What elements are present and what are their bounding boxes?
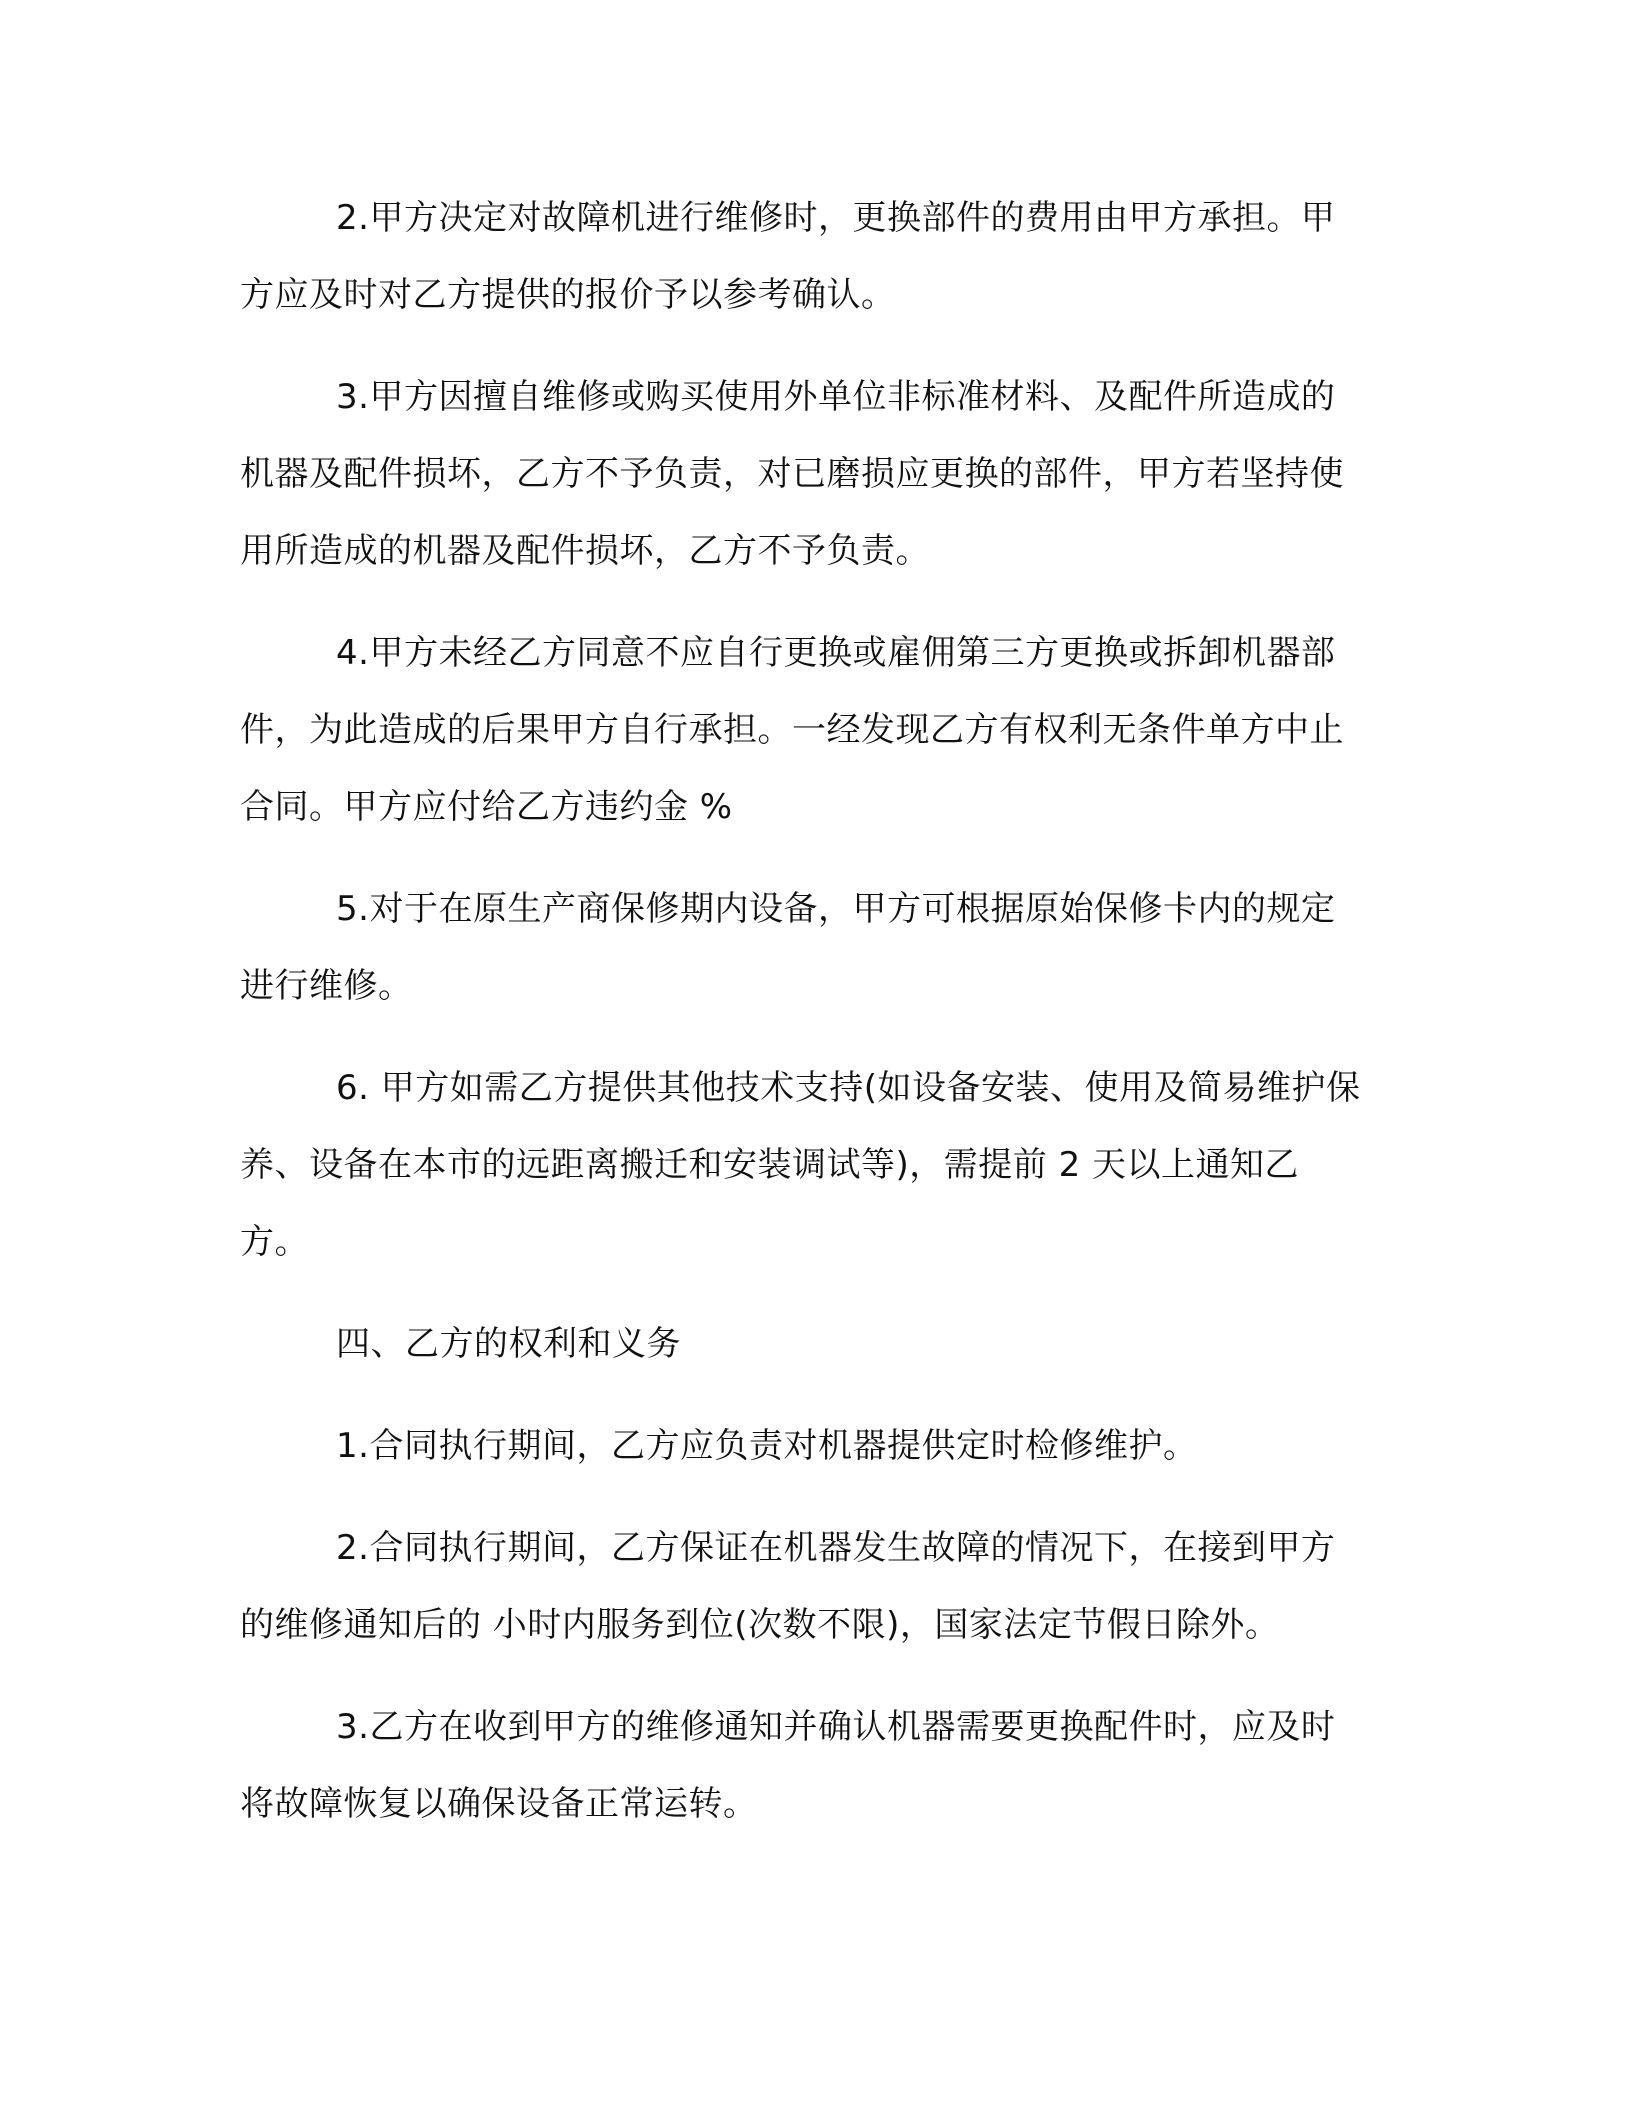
paragraph-yi-2: 2.合同执行期间，乙方保证在机器发生故障的情况下，在接到甲方的维修通知后的 小时内服务到位(次数不限)，国家法定节假日除外。 — [240, 1528, 1336, 1645]
paragraph-jia-3: 3.甲方因擅自维修或购买使用外单位非标准材料、及配件所造成的机器及配件损坏，乙方不予负责，对已磨损应更换的部件，甲方若坚持使用所造成的机器及配件损坏，乙方不予负责。 — [240, 377, 1344, 571]
paragraph-jia-2: 2.甲方决定对故障机进行维修时，更换部件的费用由甲方承担。甲方应及时对乙方提供的报价予以参考确认。 — [240, 198, 1336, 315]
paragraph-jia-6: 6. 甲方如需乙方提供其他技术支持(如设备安装、使用及简易维护保养、设备在本市的远距离搬迁和安装调试等)，需提前 2 天以上通知乙方。 — [240, 1068, 1361, 1262]
section-heading-yi-rights: 四、乙方的权利和义务 — [336, 1324, 681, 1364]
paragraph-yi-3: 3.乙方在收到甲方的维修通知并确认机器需要更换配件时，应及时将故障恢复以确保设备正常运转。 — [240, 1707, 1336, 1824]
paragraph-yi-1: 1.合同执行期间，乙方应负责对机器提供定时检修维护。 — [336, 1426, 1198, 1466]
document-body — [240, 180, 1362, 1843]
paragraph-jia-4: 4.甲方未经乙方同意不应自行更换或雇佣第三方更换或拆卸机器部件，为此造成的后果甲方自行承担。一经发现乙方有权利无条件单方中止合同。甲方应付给乙方违约金 % — [240, 633, 1344, 827]
paragraph-jia-5: 5.对于在原生产商保修期内设备，甲方可根据原始保修卡内的规定进行维修。 — [240, 889, 1336, 1006]
